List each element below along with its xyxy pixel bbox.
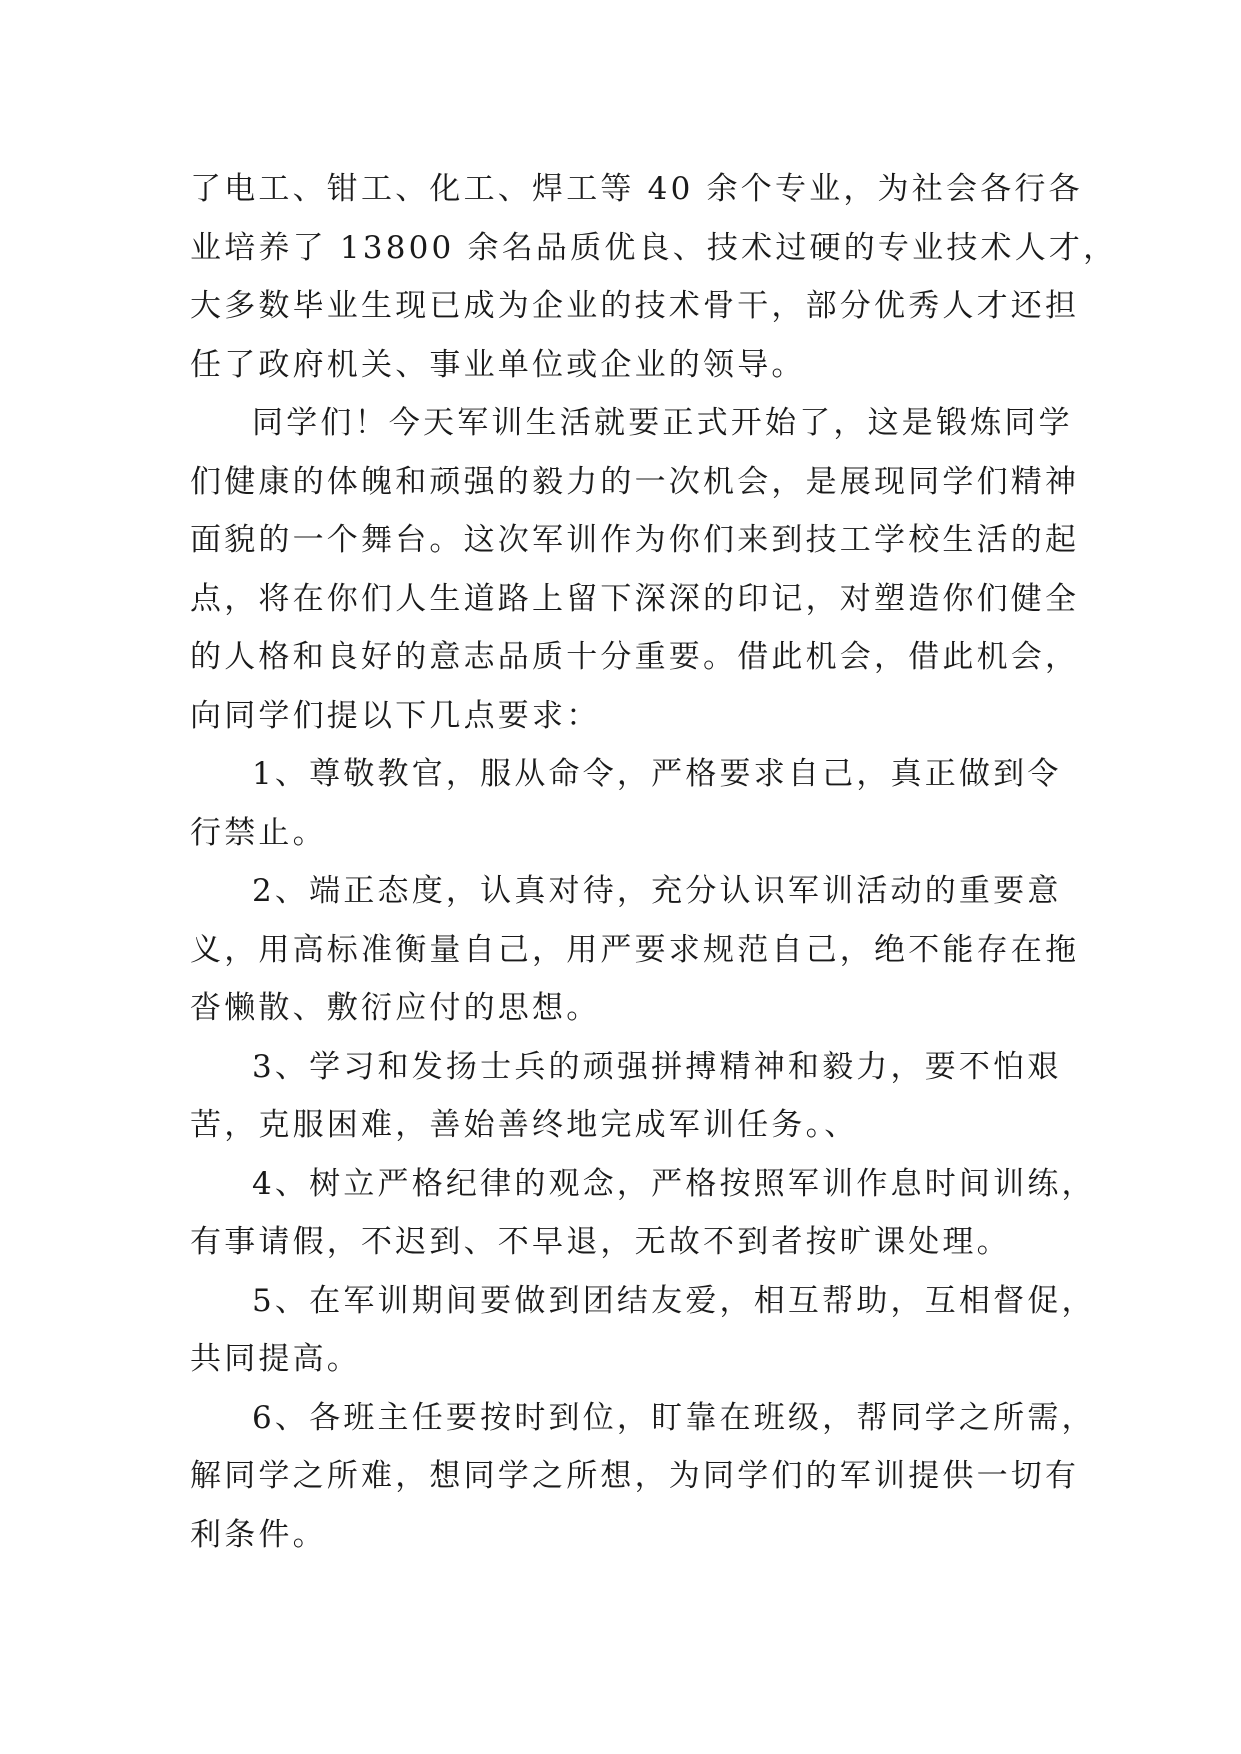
text-line: 们健康的体魄和顽强的毅力的一次机会，是展现同学们精神 <box>190 463 1080 500</box>
text-line: 3、学习和发扬士兵的顽强拼搏精神和毅力，要不怕艰 <box>252 1048 1062 1085</box>
text-line: 2、端正态度，认真对待，充分认识军训活动的重要意 <box>252 873 1062 909</box>
paragraph-requirement-1 <box>190 745 1070 862</box>
paragraph-requirement-4 <box>190 1155 1096 1272</box>
text-line: 向同学们提以下几点要求： <box>190 697 601 734</box>
text-line: 共同提高。 <box>190 1341 361 1377</box>
text-line: 点，将在你们人生道路上留下深深的印记，对塑造你们健全 <box>190 580 1080 617</box>
paragraph-requirement-6 <box>190 1389 1096 1565</box>
paragraph-requirement-3 <box>190 1038 1070 1155</box>
text-line: 解同学之所难，想同学之所想，为同学们的军训提供一切有 <box>190 1458 1080 1494</box>
text-line: 沓懒散、敷衍应付的思想。 <box>190 990 601 1026</box>
text-line: 有事请假，不迟到、不早退，无故不到者按旷课处理。 <box>190 1224 1011 1260</box>
text-line: 面貌的一个舞台。这次军训作为你们来到技工学校生活的起 <box>190 522 1080 558</box>
text-line: 大多数毕业生现已成为企业的技术骨干，部分优秀人才还担 <box>190 288 1080 324</box>
text-line: 1、尊敬教官，服从命令，严格要求自己，真正做到令 <box>252 756 1062 792</box>
paragraph-students-address <box>190 394 1080 745</box>
paragraph-requirement-5 <box>190 1272 1096 1389</box>
text-line: 行禁止。 <box>190 814 327 851</box>
text-line: 的人格和良好的意志品质十分重要。借此机会，借此机会， <box>190 639 1080 675</box>
text-line: 任了政府机关、事业单位或企业的领导。 <box>190 346 806 383</box>
paragraph-intro-continuation <box>190 160 1118 394</box>
text-line: 4、树立严格纪律的观念，严格按照军训作息时间训练， <box>252 1165 1096 1202</box>
text-line: 业培养了 13800 余名品质优良、技术过硬的专业技术人才， <box>190 229 1118 266</box>
paragraph-requirement-2 <box>190 862 1080 1038</box>
text-line: 苦，克服困难，善始善终地完成军训任务。、 <box>190 1107 859 1143</box>
document-body <box>190 160 1118 1564</box>
text-line: 利条件。 <box>190 1516 327 1553</box>
text-line: 同学们！今天军训生活就要正式开始了，这是锻炼同学 <box>252 405 1073 441</box>
text-line: 6、各班主任要按时到位，盯靠在班级，帮同学之所需， <box>252 1399 1096 1436</box>
text-line: 义，用高标准衡量自己，用严要求规范自己，绝不能存在拖 <box>190 931 1080 968</box>
text-line: 5、在军训期间要做到团结友爱，相互帮助，互相督促， <box>252 1282 1096 1319</box>
text-line: 了电工、钳工、化工、焊工等 40 余个专业，为社会各行各 <box>190 171 1083 207</box>
